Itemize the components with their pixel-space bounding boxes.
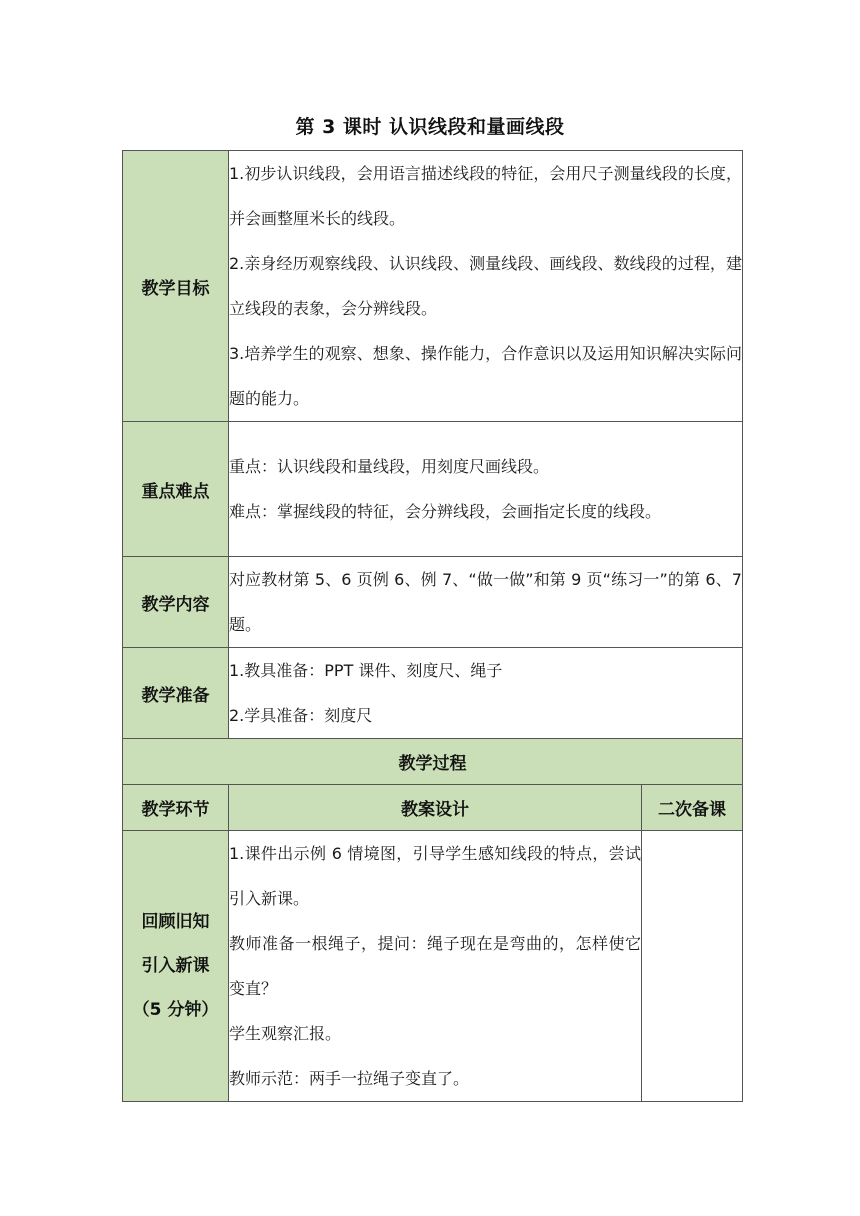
- stage1-notes-cell: [642, 831, 743, 1102]
- stage1-label-line-1: 回顾旧知: [141, 912, 210, 932]
- col-stage-header: 教学环节: [123, 785, 229, 831]
- page-title: 第 3 课时 认识线段和量画线段: [295, 116, 565, 138]
- process-heading-row: [123, 739, 743, 785]
- stage1-item-2: 教师准备一根绳子，提问：绳子现在是弯曲的，怎样使它变直？: [229, 934, 641, 998]
- stage1-item-4: 教师示范：两手一拉绳子变直了。: [229, 1069, 470, 1088]
- preparation-row: [123, 648, 743, 739]
- stage1-label-line-3: （5 分钟）: [132, 1000, 219, 1020]
- goals-row: [123, 151, 743, 422]
- content-row: [123, 557, 743, 648]
- process-heading: 教学过程: [123, 739, 743, 785]
- stage1-label-line-2: 引入新课: [141, 956, 210, 976]
- goal-item-2: 2.亲身经历观察线段、认识线段、测量线段、画线段、数线段的过程，建立线段的表象，会分辨线段。: [229, 254, 742, 318]
- stage1-item-1: 1.课件出示例 6 情境图，引导学生感知线段的特点，尝试引入新课。: [229, 844, 641, 908]
- stage1-label: [123, 831, 229, 1102]
- key-points-label: 重点难点: [123, 422, 229, 557]
- key-points-content: [229, 422, 743, 557]
- content-text: [229, 557, 743, 648]
- process-columns-row: [123, 785, 743, 831]
- stage1-item-3: 学生观察汇报。: [229, 1024, 342, 1043]
- lesson-plan-table: [122, 150, 743, 1102]
- col-design-header: 教案设计: [229, 785, 642, 831]
- goal-item-3: 3.培养学生的观察、想象、操作能力，合作意识以及运用知识解决实际问题的能力。: [229, 344, 742, 408]
- col-notes-header: 二次备课: [642, 785, 743, 831]
- key-points-row: [123, 422, 743, 557]
- goal-item-1: 1.初步认识线段，会用语言描述线段的特征，会用尺子测量线段的长度，并会画整厘米长的线段。: [229, 164, 742, 228]
- stage1-design: [229, 831, 642, 1102]
- difficulty-item: 难点：掌握线段的特征，会分辨线段，会画指定长度的线段。: [229, 502, 662, 521]
- preparation-label: 教学准备: [123, 648, 229, 739]
- key-point-item: 重点：认识线段和量线段，用刻度尺画线段。: [229, 457, 550, 476]
- stage1-row: [123, 831, 743, 1102]
- goals-label: 教学目标: [123, 151, 229, 422]
- preparation-content: [229, 648, 743, 739]
- content-item: 对应教材第 5、6 页例 6、例 7、“做一做”和第 9 页“练习一”的第 6、7 题。: [229, 570, 742, 634]
- prep-item-2: 2.学具准备：刻度尺: [229, 706, 373, 725]
- goals-content: [229, 151, 743, 422]
- content-label: 教学内容: [123, 557, 229, 648]
- prep-item-1: 1.教具准备：PPT 课件、刻度尺、绳子: [229, 661, 503, 680]
